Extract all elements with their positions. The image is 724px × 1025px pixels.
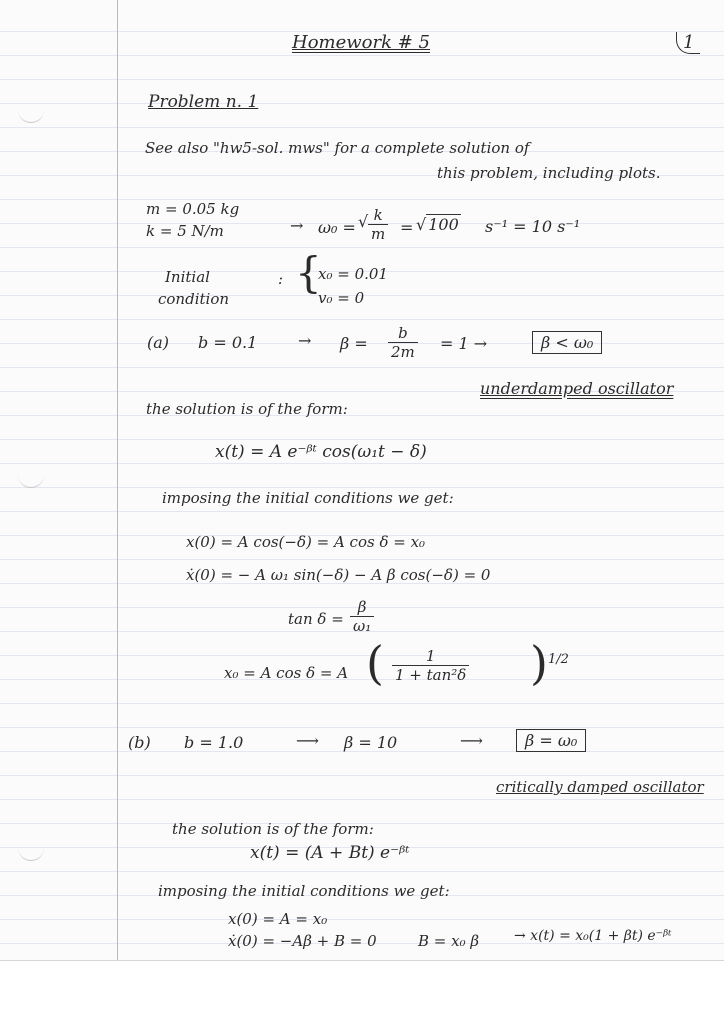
beta-value: β = 10 [344, 733, 398, 752]
frac-denominator: m [371, 225, 386, 243]
equals-sign: = [400, 218, 414, 237]
part-b-b: b = 1.0 [184, 733, 244, 752]
sqrt-radicand: 100 [428, 215, 459, 234]
punch-hole [18, 846, 44, 861]
v0-initial: v₀ = 0 [318, 289, 365, 307]
punch-hole [18, 473, 44, 488]
condition-label: condition [158, 290, 230, 308]
critically-damped-label: critically damped oscillator [496, 778, 704, 796]
page-title: Homework # 5 [292, 32, 430, 53]
punch-hole [18, 108, 44, 123]
right-paren: ) [530, 636, 548, 690]
spring-constant: k = 5 N/m [146, 222, 224, 240]
x0-equation: x(0) = A = x₀ [228, 910, 328, 928]
arrow: ⟶ [460, 731, 483, 750]
b-over-2m-fraction [388, 324, 418, 361]
frac-denominator: ω₁ [353, 617, 372, 635]
result-box: β < ω₀ [532, 331, 602, 354]
frac-numerator: b [388, 324, 418, 343]
arrow: → [290, 216, 304, 235]
omega0-result: s⁻¹ = 10 s⁻¹ [485, 217, 581, 236]
solution-equation: x(t) = (A + Bt) e⁻ᵝᵗ [250, 843, 410, 863]
see-also-line-1: See also "hw5-sol. mws" for a complete solution of [145, 139, 530, 157]
beta-value: = 1 → [440, 334, 488, 353]
solution-equation: x(t) = A e⁻ᵝᵗ cos(ω₁t − δ) [215, 442, 427, 462]
beta-label: β = [340, 334, 368, 353]
page-bottom-edge [0, 960, 724, 1025]
colon: : [278, 270, 284, 288]
x0-initial: x₀ = 0.01 [318, 265, 388, 283]
exponent-half: 1/2 [548, 652, 569, 667]
left-paren: ( [366, 636, 384, 690]
frac-denominator: 1 + tan²δ [395, 666, 467, 684]
xdot-equation: ẋ(0) = − A ω₁ sin(−δ) − A β cos(−δ) = 0 [186, 566, 491, 584]
solution-form-text: the solution is of the form: [146, 400, 348, 418]
see-also-line-2: this problem, including plots. [437, 164, 661, 182]
initial-label: Initial [165, 268, 210, 286]
xdot-equation: ẋ(0) = −Aβ + B = 0 [228, 932, 377, 950]
imposing-text: imposing the initial conditions we get: [162, 489, 454, 507]
mass-value: m = 0.05 kg [146, 200, 240, 218]
arrow: → [298, 331, 312, 350]
frac-numerator: k [368, 206, 388, 225]
imposing-text: imposing the initial conditions we get: [158, 882, 450, 900]
part-a-label: (a) [147, 333, 170, 352]
final-solution: → x(t) = x₀(1 + βt) e⁻ᵝᵗ [514, 928, 672, 944]
frac-denominator: 2m [391, 343, 415, 361]
part-b-label: (b) [128, 733, 151, 752]
beta-over-omega1 [350, 598, 374, 635]
margin-line [117, 0, 118, 962]
solution-form-text: the solution is of the form: [172, 820, 374, 838]
B-equation: B = x₀ β [418, 932, 480, 950]
underdamped-label: underdamped oscillator [480, 379, 674, 398]
result-box: β = ω₀ [516, 729, 586, 752]
sqrt-100: √ 100 [416, 215, 459, 234]
x0-amplitude-equation: x₀ = A cos δ = A [224, 664, 349, 682]
frac-numerator: 1 [392, 647, 469, 666]
x0-equation: x(0) = A cos(−δ) = A cos δ = x₀ [186, 533, 426, 551]
arrow: ⟶ [296, 731, 319, 750]
omega0-label: ω₀ = [318, 218, 356, 237]
brace: { [295, 248, 322, 297]
k-over-m-fraction [368, 206, 388, 243]
part-a-b: b = 0.1 [198, 333, 258, 352]
sqrt-sign: √ [358, 212, 369, 231]
page-number: 1 [676, 32, 700, 54]
amplitude-fraction [392, 647, 469, 684]
frac-numerator: β [350, 598, 374, 617]
problem-heading: Problem n. 1 [148, 92, 259, 112]
tan-delta-label: tan δ = [288, 610, 344, 628]
